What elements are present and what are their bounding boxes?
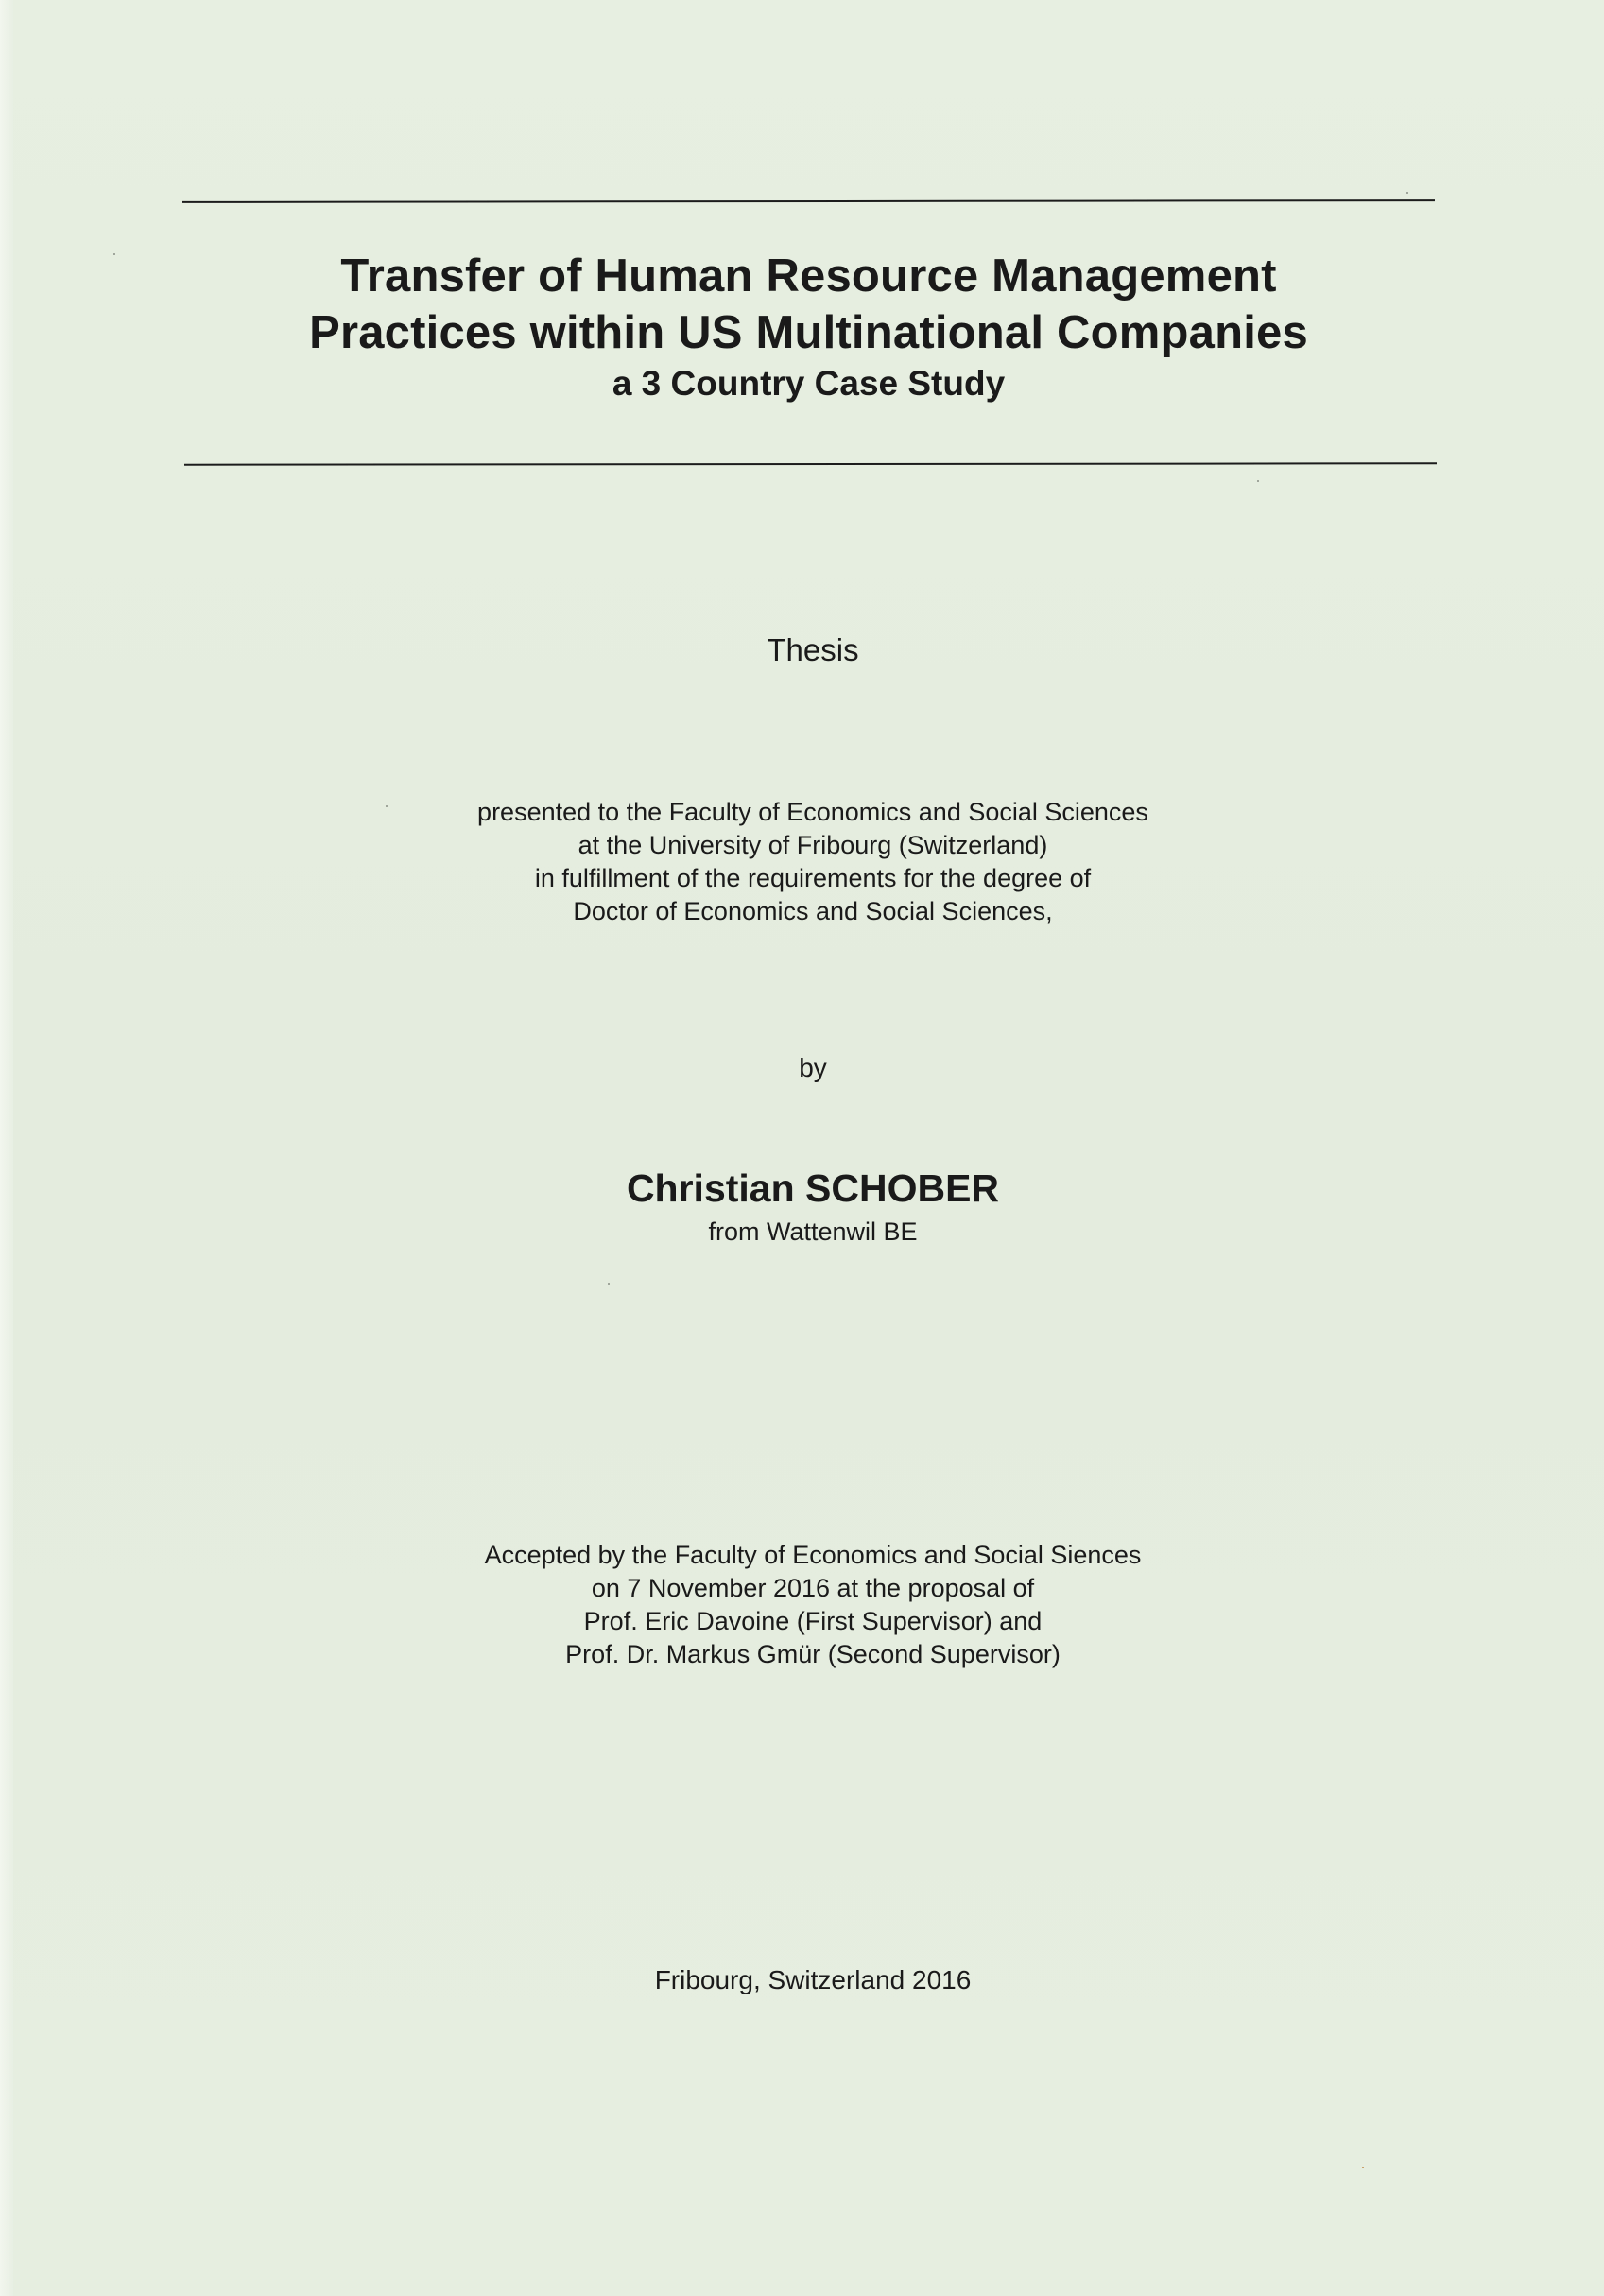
- accepted-line-1: Accepted by the Faculty of Economics and Social Siences: [484, 1541, 1142, 1569]
- title-line-2: Practices within US Multinational Companies: [309, 307, 1308, 358]
- acceptance-statement: [0, 1539, 1604, 1671]
- subtitle: a 3 Country Case Study: [612, 364, 1006, 403]
- document-type: Thesis: [767, 632, 859, 667]
- presented-line-1: presented to the Faculty of Economics and Social Sciences: [477, 798, 1148, 826]
- bottom-rule: [184, 462, 1437, 465]
- accepted-line-4: Prof. Dr. Markus Gmür (Second Supervisor): [565, 1640, 1061, 1668]
- page-left-edge: [0, 0, 13, 2296]
- accepted-line-3: Prof. Eric Davoine (First Supervisor) and: [583, 1607, 1043, 1635]
- top-rule: [182, 199, 1435, 203]
- author-name: Christian SCHOBER: [626, 1166, 1000, 1210]
- author-origin: from Wattenwil BE: [708, 1217, 918, 1246]
- paper-speck: [386, 805, 388, 807]
- presented-line-3: in fulfillment of the requirements for the degree of: [534, 864, 1092, 892]
- paper-speck: [608, 1283, 610, 1285]
- by-label: by: [799, 1053, 827, 1082]
- place-and-year: Fribourg, Switzerland 2016: [654, 1965, 972, 1994]
- paper-speck: [113, 253, 115, 255]
- presented-line-2: at the University of Fribourg (Switzerland): [578, 831, 1048, 859]
- title-line-1: Transfer of Human Resource Management: [340, 250, 1277, 302]
- paper-speck: [1362, 2167, 1364, 2168]
- accepted-line-2: on 7 November 2016 at the proposal of: [591, 1574, 1035, 1602]
- paper-speck: [1257, 480, 1259, 482]
- presented-line-4: Doctor of Economics and Social Sciences,: [573, 897, 1053, 925]
- paper-speck: [1406, 192, 1408, 194]
- title-block: [182, 248, 1435, 405]
- presented-statement: [0, 796, 1604, 928]
